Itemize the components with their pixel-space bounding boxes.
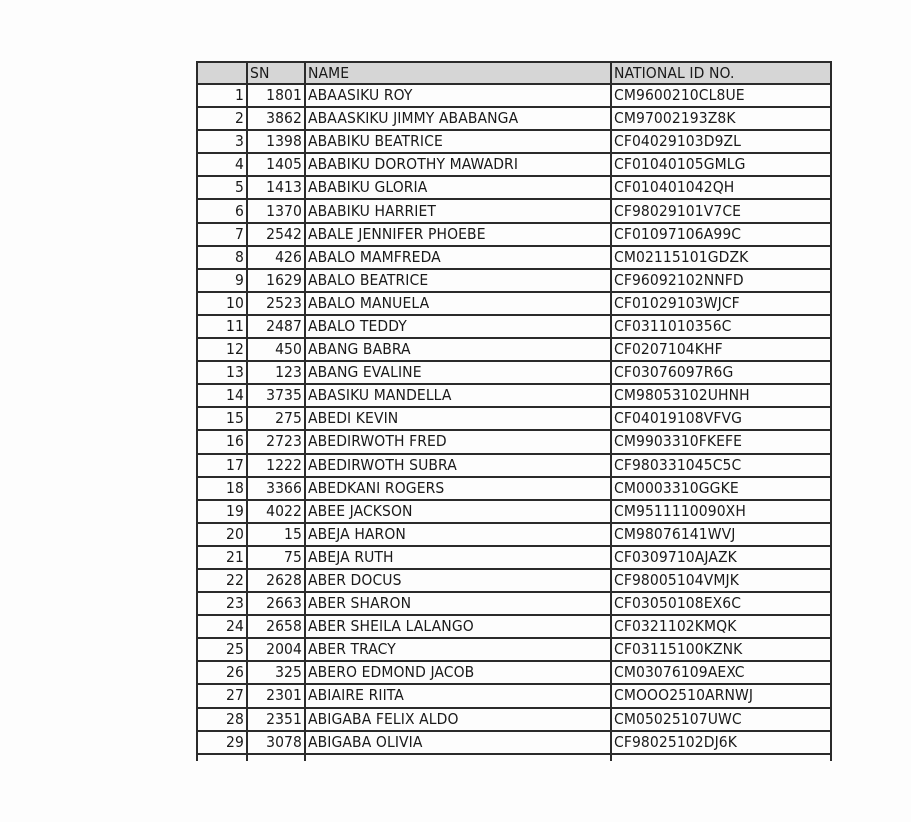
row-index: 5 [197, 176, 247, 199]
table-row [197, 638, 831, 661]
row-name: ABANG EVALINE [305, 361, 611, 384]
row-name: ABABIKU DOROTHY MAWADRI [305, 153, 611, 176]
row-national-id: CF98029101V7CE [611, 199, 831, 222]
row-index: 11 [197, 315, 247, 338]
table-row [197, 292, 831, 315]
row-index: 18 [197, 477, 247, 500]
row-national-id: CF01097106A99C [611, 223, 831, 246]
table-row [197, 153, 831, 176]
header-name: NAME [305, 62, 611, 84]
row-name: ABEDI KEVIN [305, 407, 611, 430]
row-name: ABABIKU HARRIET [305, 199, 611, 222]
row-sn: 450 [247, 338, 305, 361]
table-row [197, 84, 831, 107]
row-index: 26 [197, 661, 247, 684]
table-row [197, 708, 831, 731]
row-index: 25 [197, 638, 247, 661]
table-row [197, 384, 831, 407]
row-national-id: CF01040105GMLG [611, 153, 831, 176]
table-header [197, 62, 831, 84]
row-name: ABER SHEILA LALANGO [305, 615, 611, 638]
row-sn: 3735 [247, 384, 305, 407]
row-national-id: CMOOO2510ARNWJ [611, 684, 831, 707]
table-body [197, 84, 831, 761]
row-name: ABALO BEATRICE [305, 269, 611, 292]
table-row [197, 569, 831, 592]
row-sn: 123 [247, 361, 305, 384]
table-row [197, 199, 831, 222]
row-index: 27 [197, 684, 247, 707]
row-national-id: CM98076141WVJ [611, 523, 831, 546]
row-index: 21 [197, 546, 247, 569]
row-name: ABERO EDMOND JACOB [305, 661, 611, 684]
row-name: ABEDKANI ROGERS [305, 477, 611, 500]
row-name: ABANG BABRA [305, 338, 611, 361]
row-name: ABALO TEDDY [305, 315, 611, 338]
row-name: ABASIKU MANDELLA [305, 384, 611, 407]
row-name: ABEJA HARON [305, 523, 611, 546]
row-index: 29 [197, 731, 247, 754]
cutoff-cell [305, 754, 611, 761]
row-national-id: CF0309710AJAZK [611, 546, 831, 569]
row-sn: 3078 [247, 731, 305, 754]
row-sn: 1405 [247, 153, 305, 176]
row-index: 14 [197, 384, 247, 407]
row-sn: 1413 [247, 176, 305, 199]
table-row [197, 477, 831, 500]
table-row [197, 500, 831, 523]
row-index: 12 [197, 338, 247, 361]
row-national-id: CF0321102KMQK [611, 615, 831, 638]
table-row-cutoff [197, 754, 831, 761]
table-row [197, 130, 831, 153]
row-name: ABAASKIKU JIMMY ABABANGA [305, 107, 611, 130]
table-row [197, 269, 831, 292]
row-index: 23 [197, 592, 247, 615]
row-index: 13 [197, 361, 247, 384]
table-row [197, 615, 831, 638]
row-national-id: CF96092102NNFD [611, 269, 831, 292]
row-name: ABALO MANUELA [305, 292, 611, 315]
table-row [197, 546, 831, 569]
table-row [197, 731, 831, 754]
row-national-id: CM05025107UWC [611, 708, 831, 731]
row-index: 19 [197, 500, 247, 523]
row-name: ABER SHARON [305, 592, 611, 615]
row-national-id: CF03050108EX6C [611, 592, 831, 615]
table-row [197, 223, 831, 246]
row-sn: 1801 [247, 84, 305, 107]
row-index: 17 [197, 454, 247, 477]
cutoff-cell [247, 754, 305, 761]
row-national-id: CF98025102DJ6K [611, 731, 831, 754]
header-national-id: NATIONAL ID NO. [611, 62, 831, 84]
header-sn: SN [247, 62, 305, 84]
row-sn: 2004 [247, 638, 305, 661]
row-sn: 2663 [247, 592, 305, 615]
row-national-id: CM9903310FKEFE [611, 430, 831, 453]
row-sn: 275 [247, 407, 305, 430]
row-index: 7 [197, 223, 247, 246]
row-name: ABAASIKU ROY [305, 84, 611, 107]
row-sn: 325 [247, 661, 305, 684]
row-sn: 2658 [247, 615, 305, 638]
row-name: ABER TRACY [305, 638, 611, 661]
table-row [197, 523, 831, 546]
row-sn: 1398 [247, 130, 305, 153]
row-sn: 2523 [247, 292, 305, 315]
row-index: 1 [197, 84, 247, 107]
row-name: ABALE JENNIFER PHOEBE [305, 223, 611, 246]
row-sn: 4022 [247, 500, 305, 523]
row-name: ABIGABA FELIX ALDO [305, 708, 611, 731]
row-national-id: CM98053102UHNH [611, 384, 831, 407]
row-sn: 1629 [247, 269, 305, 292]
table-row [197, 315, 831, 338]
row-national-id: CM97002193Z8K [611, 107, 831, 130]
cutoff-cell [197, 754, 247, 761]
row-index: 22 [197, 569, 247, 592]
row-index: 9 [197, 269, 247, 292]
row-name: ABIAIRE RIITA [305, 684, 611, 707]
row-index: 4 [197, 153, 247, 176]
row-name: ABABIKU GLORIA [305, 176, 611, 199]
row-national-id: CF04029103D9ZL [611, 130, 831, 153]
row-index: 3 [197, 130, 247, 153]
row-index: 20 [197, 523, 247, 546]
header-index [197, 62, 247, 84]
row-sn: 3862 [247, 107, 305, 130]
row-sn: 15 [247, 523, 305, 546]
table-row [197, 176, 831, 199]
row-sn: 2487 [247, 315, 305, 338]
row-name: ABEDIRWOTH FRED [305, 430, 611, 453]
row-national-id: CF04019108VFVG [611, 407, 831, 430]
row-index: 15 [197, 407, 247, 430]
row-sn: 2542 [247, 223, 305, 246]
cutoff-cell [611, 754, 831, 761]
table-row [197, 361, 831, 384]
row-national-id: CM9511110090XH [611, 500, 831, 523]
row-national-id: CF03076097R6G [611, 361, 831, 384]
row-index: 28 [197, 708, 247, 731]
table-row [197, 246, 831, 269]
row-index: 6 [197, 199, 247, 222]
row-index: 16 [197, 430, 247, 453]
header-row [197, 62, 831, 84]
row-national-id: CF010401042QH [611, 176, 831, 199]
table-row [197, 107, 831, 130]
table-row [197, 407, 831, 430]
row-index: 8 [197, 246, 247, 269]
row-sn: 2301 [247, 684, 305, 707]
table-row [197, 338, 831, 361]
row-sn: 426 [247, 246, 305, 269]
table-row [197, 592, 831, 615]
row-national-id: CF03115100KZNK [611, 638, 831, 661]
row-name: ABALO MAMFREDA [305, 246, 611, 269]
row-sn: 2628 [247, 569, 305, 592]
row-national-id: CF0311010356C [611, 315, 831, 338]
row-national-id: CF98005104VMJK [611, 569, 831, 592]
row-sn: 75 [247, 546, 305, 569]
row-national-id: CM03076109AEXC [611, 661, 831, 684]
row-index: 10 [197, 292, 247, 315]
row-sn: 3366 [247, 477, 305, 500]
row-sn: 2723 [247, 430, 305, 453]
row-name: ABEJA RUTH [305, 546, 611, 569]
row-sn: 2351 [247, 708, 305, 731]
row-name: ABER DOCUS [305, 569, 611, 592]
row-national-id: CF0207104KHF [611, 338, 831, 361]
row-name: ABABIKU BEATRICE [305, 130, 611, 153]
row-sn: 1370 [247, 199, 305, 222]
row-national-id: CF980331045C5C [611, 454, 831, 477]
row-national-id: CM9600210CL8UE [611, 84, 831, 107]
row-name: ABIGABA OLIVIA [305, 731, 611, 754]
table-row [197, 661, 831, 684]
row-national-id: CF01029103WJCF [611, 292, 831, 315]
table-row [197, 430, 831, 453]
row-national-id: CM02115101GDZK [611, 246, 831, 269]
table-row [197, 684, 831, 707]
row-index: 24 [197, 615, 247, 638]
row-sn: 1222 [247, 454, 305, 477]
row-index: 2 [197, 107, 247, 130]
row-name: ABEE JACKSON [305, 500, 611, 523]
table-row [197, 454, 831, 477]
register-table [196, 61, 832, 761]
row-name: ABEDIRWOTH SUBRA [305, 454, 611, 477]
row-national-id: CM0003310GGKE [611, 477, 831, 500]
